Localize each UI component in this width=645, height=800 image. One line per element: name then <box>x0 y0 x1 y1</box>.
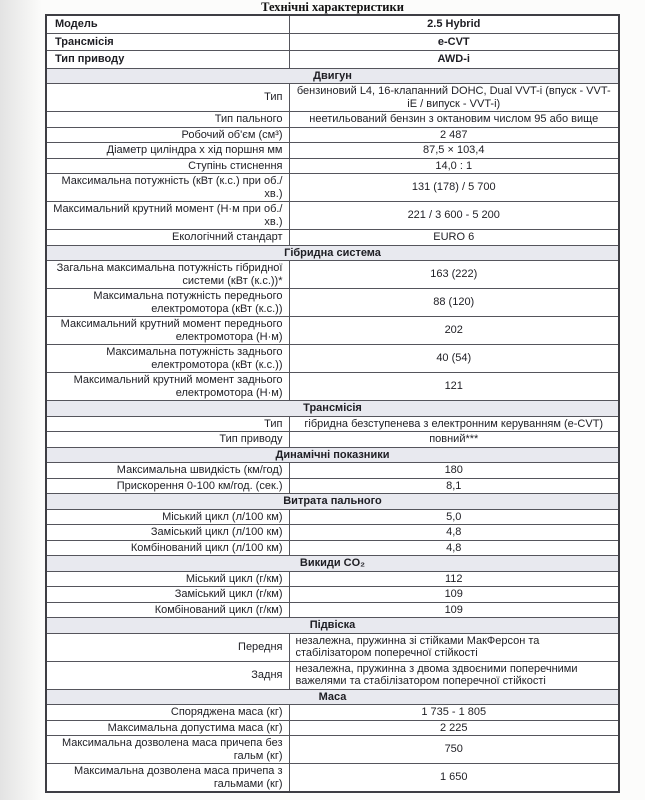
spec-row <box>46 432 619 448</box>
section-row <box>46 401 619 417</box>
spec-label: Тип пального <box>46 112 289 128</box>
spec-value: 1 735 - 1 805 <box>289 705 619 721</box>
spec-row <box>46 540 619 556</box>
spec-value: незалежна, пружинна з двома здвоєними поперечними важелями та стабілізатором поперечної стійкості <box>289 661 619 689</box>
spec-value: повний*** <box>289 432 619 448</box>
spec-value: 2 487 <box>289 127 619 143</box>
section-row <box>46 245 619 261</box>
spec-value: 121 <box>289 373 619 401</box>
section-row <box>46 618 619 634</box>
spec-label: Максимальна потужність заднього електромотора (кВт (к.с.)) <box>46 345 289 373</box>
spec-row <box>46 33 619 51</box>
section-title: Гібридна система <box>46 245 619 261</box>
spec-row <box>46 112 619 128</box>
spec-value: 5,0 <box>289 509 619 525</box>
spec-value: 163 (222) <box>289 261 619 289</box>
page-title: Технічні характеристики <box>261 0 404 14</box>
spec-row <box>46 289 619 317</box>
spec-label: Максимальний крутний момент заднього електромотора (Н·м) <box>46 373 289 401</box>
spec-row <box>46 463 619 479</box>
spec-label: Споряджена маса (кг) <box>46 705 289 721</box>
spec-label: Модель <box>46 15 289 33</box>
spec-label: Робочий об'єм (см³) <box>46 127 289 143</box>
spec-row <box>46 261 619 289</box>
section-title: Підвіска <box>46 618 619 634</box>
section-title: Викиди CO₂ <box>46 556 619 572</box>
spec-row <box>46 764 619 793</box>
spec-row <box>46 158 619 174</box>
spec-row <box>46 84 619 112</box>
section-title: Маса <box>46 689 619 705</box>
spec-label: Діаметр циліндра х хід поршня мм <box>46 143 289 159</box>
spec-row <box>46 720 619 736</box>
spec-row <box>46 736 619 764</box>
spec-label: Міський цикл (л/100 км) <box>46 509 289 525</box>
spec-label: Загальна максимальна потужність гібридної системи (кВт (к.с.))* <box>46 261 289 289</box>
spec-label: Задня <box>46 661 289 689</box>
spec-value: 1 650 <box>289 764 619 793</box>
spec-label: Ступінь стиснення <box>46 158 289 174</box>
spec-value: 88 (120) <box>289 289 619 317</box>
spec-row <box>46 51 619 69</box>
spec-value: 750 <box>289 736 619 764</box>
spec-value: 4,8 <box>289 540 619 556</box>
section-row <box>46 556 619 572</box>
spec-row <box>46 525 619 541</box>
spec-value: AWD-i <box>289 51 619 69</box>
spec-value: бензиновий L4, 16-клапанний DOHC, Dual VVT-i (впуск - VVT- iE / випуск - VVT-i) <box>289 84 619 112</box>
spec-value: 87,5 × 103,4 <box>289 143 619 159</box>
spec-value: e-CVT <box>289 33 619 51</box>
spec-value: 202 <box>289 317 619 345</box>
spec-value: 221 / 3 600 - 5 200 <box>289 202 619 230</box>
spec-row <box>46 602 619 618</box>
spec-label: Максимальний крутний момент (Н·м при об./хв.) <box>46 202 289 230</box>
spec-value: 109 <box>289 587 619 603</box>
spec-label: Тип приводу <box>46 432 289 448</box>
spec-label: Максимальна допустима маса (кг) <box>46 720 289 736</box>
spec-label: Тип <box>46 84 289 112</box>
spec-row <box>46 15 619 33</box>
spec-value: 14,0 : 1 <box>289 158 619 174</box>
spec-row <box>46 509 619 525</box>
spec-table-body <box>46 15 619 792</box>
spec-table <box>45 14 620 793</box>
spec-value: 4,8 <box>289 525 619 541</box>
spec-value: EURO 6 <box>289 230 619 246</box>
section-title: Трансмісія <box>46 401 619 417</box>
spec-row <box>46 143 619 159</box>
spec-row <box>46 705 619 721</box>
spec-label: Максимальна швидкість (км/год) <box>46 463 289 479</box>
section-row <box>46 494 619 510</box>
spec-value: неетильований бензин з октановим числом 95 або вище <box>289 112 619 128</box>
spec-label: Екологічний стандарт <box>46 230 289 246</box>
spec-value: 180 <box>289 463 619 479</box>
section-row <box>46 689 619 705</box>
spec-label: Передня <box>46 633 289 661</box>
spec-value: 2.5 Hybrid <box>289 15 619 33</box>
spec-label: Тип <box>46 416 289 432</box>
spec-value: гібридна безступенева з електронним керуванням (e-CVT) <box>289 416 619 432</box>
spec-row <box>46 174 619 202</box>
spec-label: Заміський цикл (г/км) <box>46 587 289 603</box>
section-row <box>46 68 619 84</box>
spec-label: Заміський цикл (л/100 км) <box>46 525 289 541</box>
spec-value: 8,1 <box>289 478 619 494</box>
spec-label: Максимальний крутний момент переднього електромотора (Н·м) <box>46 317 289 345</box>
spec-row <box>46 317 619 345</box>
spec-row <box>46 416 619 432</box>
spec-value: 40 (54) <box>289 345 619 373</box>
section-title: Двигун <box>46 68 619 84</box>
section-row <box>46 447 619 463</box>
spec-label: Максимальна дозволена маса причепа без гальм (кг) <box>46 736 289 764</box>
spec-value: незалежна, пружинна зі стійками МакФерсон та стабілізатором поперечної стійкості <box>289 633 619 661</box>
spec-row <box>46 661 619 689</box>
spec-row <box>46 230 619 246</box>
spec-label: Максимальна потужність переднього електромотора (кВт (к.с.)) <box>46 289 289 317</box>
spec-row <box>46 202 619 230</box>
spec-row <box>46 587 619 603</box>
section-title: Динамічні показники <box>46 447 619 463</box>
spec-row <box>46 571 619 587</box>
spec-row <box>46 373 619 401</box>
spec-label: Комбінований цикл (л/100 км) <box>46 540 289 556</box>
spec-value: 2 225 <box>289 720 619 736</box>
spec-label: Тип приводу <box>46 51 289 69</box>
spec-row <box>46 478 619 494</box>
spec-value: 109 <box>289 602 619 618</box>
spec-label: Прискорення 0-100 км/год. (сек.) <box>46 478 289 494</box>
spec-label: Максимальна дозволена маса причепа з гальмами (кг) <box>46 764 289 793</box>
spec-label: Міський цикл (г/км) <box>46 571 289 587</box>
spec-row <box>46 127 619 143</box>
spec-row <box>46 345 619 373</box>
spec-label: Трансмісія <box>46 33 289 51</box>
section-title: Витрата пального <box>46 494 619 510</box>
spec-value: 112 <box>289 571 619 587</box>
spec-label: Максимальна потужність (кВт (к.с.) при об./хв.) <box>46 174 289 202</box>
spec-row <box>46 633 619 661</box>
spec-value: 131 (178) / 5 700 <box>289 174 619 202</box>
spec-label: Комбінований цикл (г/км) <box>46 602 289 618</box>
